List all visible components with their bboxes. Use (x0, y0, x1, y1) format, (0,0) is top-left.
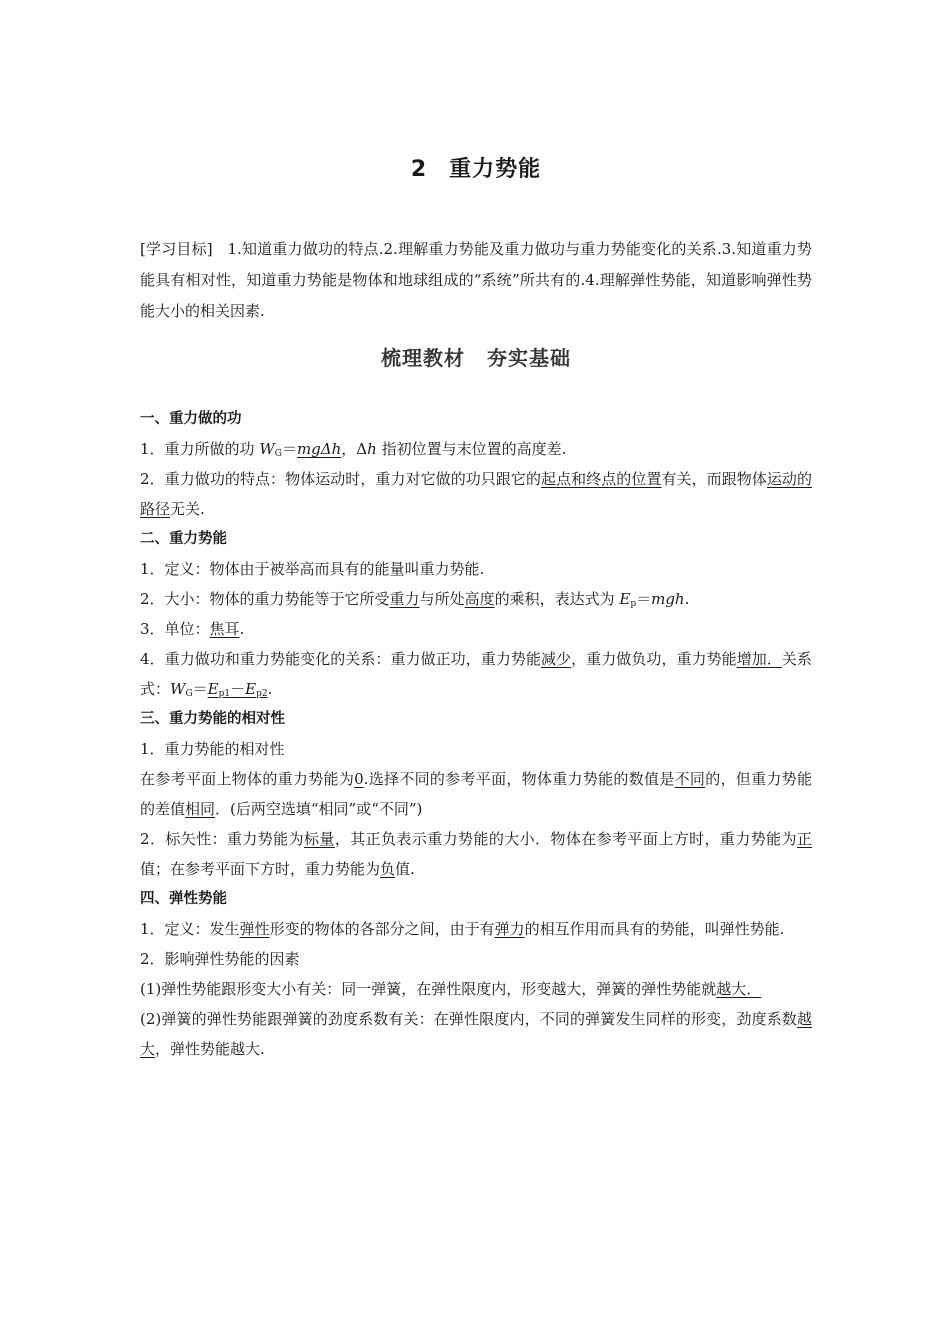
fill-blank-answer: 正 (796, 830, 812, 848)
fill-blank-answer: 越大 (140, 1010, 812, 1058)
fill-blank-answer: 减少 (541, 650, 572, 668)
paragraph: 3．单位：焦耳. (140, 620, 245, 638)
fill-blank-answer: 高度 (464, 590, 495, 608)
paragraph: 2．影响弹性势能的因素 (140, 950, 300, 968)
fill-blank-answer: 重力 (389, 590, 420, 608)
banner-right: 夯实基础 (487, 346, 571, 370)
paragraph: 1．定义：发生弹性形变的物体的各部分之间，由于有弹力的相互作用而具有的势能，叫弹性势能. (140, 920, 785, 938)
learning-goals (140, 234, 812, 327)
fill-blank-answer: 弹性 (239, 920, 270, 938)
fill-blank-answer: 标量 (304, 830, 335, 848)
fill-blank-answer: 增加． (736, 650, 782, 668)
page-title (140, 152, 812, 183)
paragraph: 2．重力做功的特点：物体运动时，重力对它做的功只跟它的起点和终点的位置有关，而跟物体运动的路径无关. (140, 470, 812, 518)
fill-blank-answer: 相同 (185, 800, 216, 818)
fill-blank-answer: 负 (380, 860, 396, 878)
content-body (140, 404, 812, 1064)
chapter-number: 2 (410, 157, 428, 182)
paragraph: 2．标矢性：重力势能为标量，其正负表示重力势能的大小．物体在参考平面上方时，重力势能为正值；在参考平面下方时，重力势能为负值. (140, 830, 812, 878)
paragraph: (1)弹性势能跟形变大小有关：同一弹簧，在弹性限度内，形变越大，弹簧的弹性势能就越大． (140, 980, 762, 998)
paragraph: 2．大小：物体的重力势能等于它所受重力与所处高度的乘积，表达式为 $E_p=mgh$. (140, 590, 690, 609)
fill-blank-answer: 弹力 (494, 920, 525, 938)
section-banner (140, 342, 812, 371)
paragraph: 在参考平面上物体的重力势能为0.选择不同的参考平面，物体重力势能的数值是不同的，但重力势能的差值相同．(后两空选填“相同”或“不同”) (140, 770, 812, 818)
section-heading-relativity: 三、重力势能的相对性 (140, 711, 285, 727)
fill-blank-answer: $E_{p1}-E_{p2}$ (207, 680, 268, 699)
fill-blank-answer: 不同 (674, 770, 706, 788)
goals-text: 1.知道重力做功的特点.2.理解重力势能及重力做功与重力势能变化的关系.3.知道重力势能具有相对性，知道重力势能是物体和地球组成的“系统”所共有的.4.理解弹性势能，知道影响弹性势能大小的相关因素. (140, 240, 812, 320)
paragraph: 4．重力做功和重力势能变化的关系：重力做正功，重力势能减少，重力做负功，重力势能增加．关系式：$W_G=E_{p1}-E_{p2}$. (140, 650, 812, 699)
section-heading-elastic: 四、弹性势能 (140, 891, 227, 907)
paragraph: 1．定义：物体由于被举高而具有的能量叫重力势能. (140, 560, 485, 578)
paragraph: (2)弹簧的弹性势能跟弹簧的劲度系数有关：在弹性限度内，不同的弹簧发生同样的形变，劲度系数越大，弹性势能越大. (140, 1010, 812, 1058)
paragraph: 1．重力势能的相对性 (140, 740, 285, 758)
fill-blank-answer: 0 (354, 770, 364, 788)
goals-label: [学习目标] (140, 240, 213, 258)
banner-left: 梳理教材 (381, 346, 465, 370)
fill-blank-answer: 运动的路径 (140, 470, 812, 518)
fill-blank-answer: 越大． (716, 980, 762, 998)
section-heading-work: 一、重力做的功 (140, 411, 242, 427)
chapter-title: 重力势能 (449, 157, 542, 182)
fill-blank-answer: 起点和终点的位置 (541, 470, 662, 488)
fill-blank-answer: 焦耳 (209, 620, 240, 638)
section-heading-potential-energy: 二、重力势能 (140, 531, 227, 547)
paragraph: 1．重力所做的功 $W_G=mg\Delta h$，Δh 指初位置与末位置的高度差. (140, 440, 567, 459)
fill-blank-answer: mgΔh (296, 440, 342, 458)
